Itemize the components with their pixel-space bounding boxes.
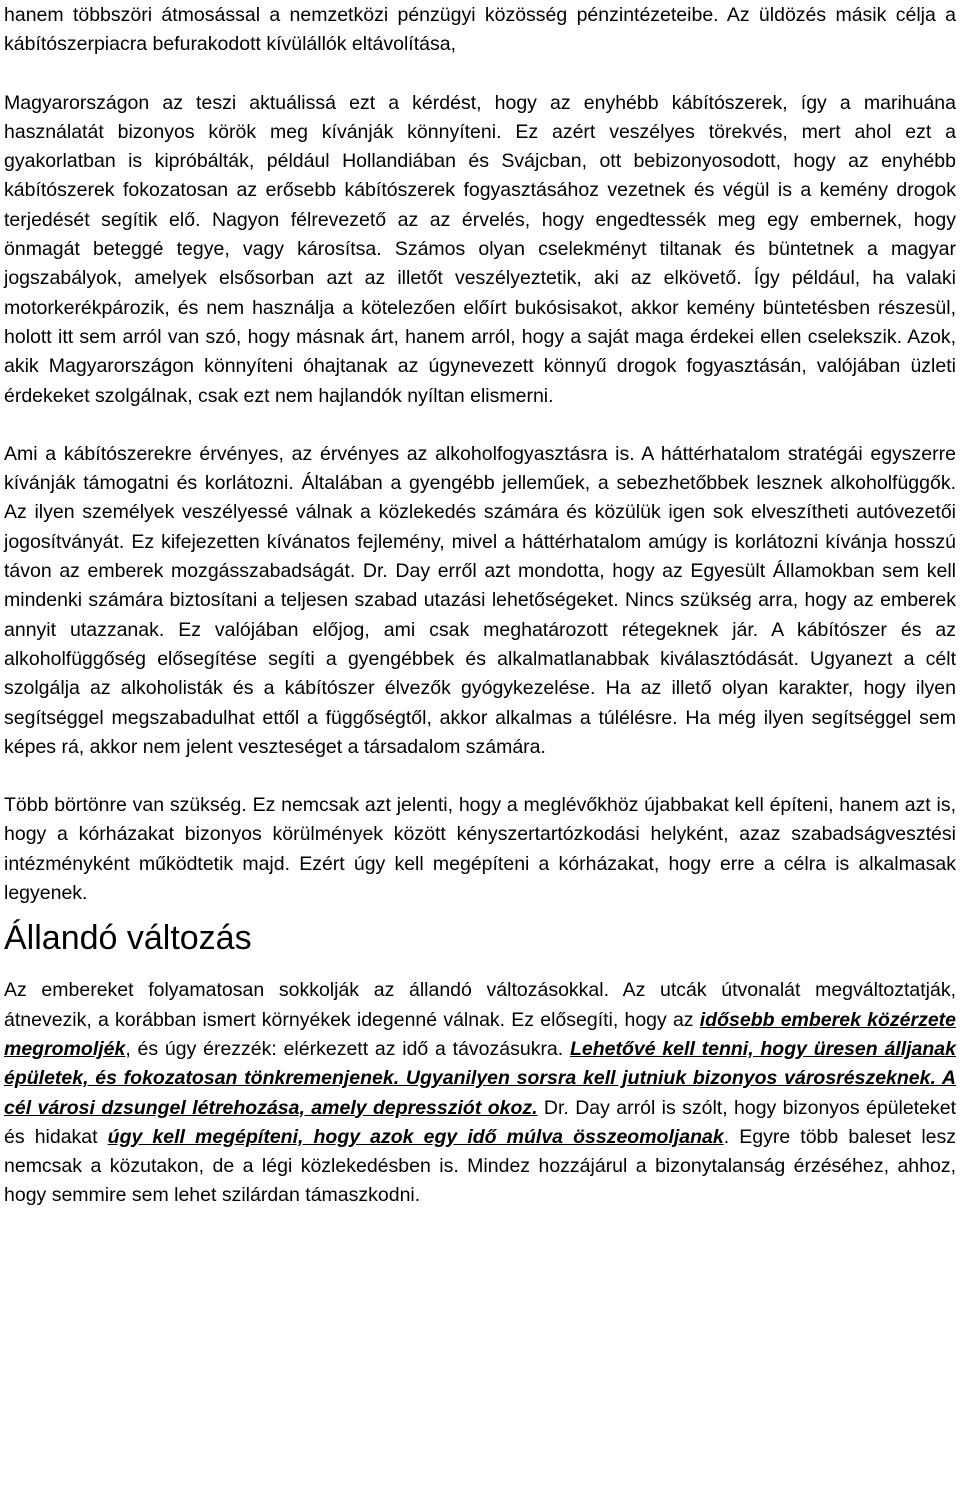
paragraph-5-text-3: Dr. Day arról is szólt, hogy bizonyos épületeket és hidakat — [4, 1096, 957, 1148]
paragraph-gap — [4, 411, 956, 440]
emphasis-3: úgy kell megépíteni, hogy azok egy idő múlva összeomoljanak — [107, 1125, 724, 1148]
paragraph-2-sentence-4: Számos olyan cselekményt tiltanak és büntetnek a magyar jogszabályok, amelyek elsősorban azt az illetőt veszélyeztetik, aki az elkövető. — [4, 238, 956, 290]
paragraph-1 — [4, 1, 956, 60]
paragraph-2 — [4, 89, 956, 411]
paragraph-2-sentence-2: Ez azért veszélyes törekvés, mert ahol ezt a gyakorlatban is kipróbálták, például Hollandiában és Svájcban, ott bebizonyosodott, hogy az enyhébb kábítószerek fokozatosan az erősebb kábítószerek fogyasztásához vezetnek és végül is a kemény drogok terjedését segítik elő. — [4, 120, 956, 231]
paragraph-5-text-2: , és úgy érezzék: elérkezett az idő a távozásukra. — [125, 1037, 570, 1060]
paragraph-2-sentence-3: Nagyon félrevezető az az érvelés, hogy engedtessék meg egy embernek, hogy önmagát beteggé tegye, vagy károsítsa. — [4, 208, 956, 261]
paragraph-1-text: hanem többszöri átmosással a nemzetközi pénzügyi közösség pénzintézeteibe. Az üldözés másik célja a kábítószerpiacra befurakodott kívülállók eltávolítása, — [4, 4, 956, 56]
paragraph-4: Több börtönre van szükség. Ez nemcsak azt jelenti, hogy a meglévőkhöz újabbakat kell építeni, hanem azt is, hogy a kórházakat bizonyos körülmények között kényszertartózkodási helyként, azaz szabadságvesztési intézményként működtetik majd. Ezért úgy kell megépíteni a kórházakat, hogy erre a célra is alkalmasak legyenek. — [4, 794, 956, 905]
paragraph-5-text-4: . Egyre több baleset lesz nemcsak a közutakon, de a légi közlekedésben is. Mindez hozzájárul a bizonytalanság érzéséhez, ahhoz, hogy semmire sem lehet szilárdan támaszkodni. — [4, 1125, 956, 1207]
emphasis-2: Lehetővé kell tenni, hogy üresen álljanak épületek, és fokozatosan tönkremenjenek. Ugyanilyen sorsra kell jutniuk bizonyos városrészeknek. A cél városi dzsungel létrehozása, amely depressziót okoz. — [4, 1037, 956, 1119]
paragraph-5 — [4, 976, 956, 1210]
paragraph-gap — [4, 762, 956, 791]
emphasis-1: idősebb emberek közérzete megromoljék — [4, 1008, 956, 1060]
paragraph-2-sentence-6: Azok, akik Magyarországon könnyíteni óhajtanak az úgynevezett könnyű drogok fogyasztásán, valójában üzleti érdekeket szolgálnak, csak ezt nem hajlandók nyíltan elismerni. — [4, 325, 956, 407]
paragraph-3: Ami a kábítószerekre érvényes, az érvényes az alkoholfogyasztásra is. A háttérhatalom stratégái egyszerre kívánják támogatni és korlátozni. Általában a gyengébb jelleműek, a sebezhetőbbek lesznek alkoholfüggők. Az ilyen személyek veszélyessé válnak a közlekedés számára és közülük igen sok elveszítheti autóvezetői jogosítványát. Ez kifejezetten kívánatos fejlemény, mivel a háttérhatalom amúgy is korlátozni kívánja hosszú távon az emberek mozgásszabadságát. Dr. Day erről azt mondotta, hogy az Egyesült Államokban sem kell mindenki számára biztosítani a teljesen szabad utazási lehetőségeket. Nincs szükség arra, hogy az emberek annyit utazzanak. Ez valójában előjog, ami csak meghatározott rétegeknek jár. A kábítószer és az alkoholfüggőség elősegítése segíti a gyengébbek és alkalmatlanabbak kiválasztódását. Ugyanezt a célt szolgálja az alkoholisták és a kábítószer élvezők gyógykezelése. Ha az illető olyan karakter, hogy ilyen segítséggel megszabadulhat ettől a függőségtől, akkor alkalmas a túlélésre. Ha még ilyen segítséggel sem képes rá, akkor nem jelent veszteséget a társadalom számára. — [4, 442, 956, 758]
paragraph-2-sentence-5: Így például, ha valaki motorkerékpározik, és nem használja a kötelezően előírt bukósisakot, akkor kemény büntetésben részesül, holott itt sem arról van szó, hogy másnak árt, hanem arról, hogy a saját maga érdekei ellen cselekszik. — [4, 267, 956, 348]
paragraph-gap — [4, 60, 956, 89]
paragraph-2-sentence-1: Magyarországon az teszi aktuálissá ezt a kérdést, hogy az enyhébb kábítószerek, így a marihuána használatát bizonyos körök meg kívánják könnyíteni. — [4, 91, 956, 143]
paragraph-5-text-1: Az embereket folyamatosan sokkolják az állandó változásokkal. Az utcák útvonalát megváltoztatják, átnevezik, a korábban ismert környékek idegenné válnak. Ez elősegíti, hogy az — [4, 979, 956, 1031]
document-page — [0, 1, 960, 1493]
section-heading: Állandó változás — [4, 919, 252, 958]
